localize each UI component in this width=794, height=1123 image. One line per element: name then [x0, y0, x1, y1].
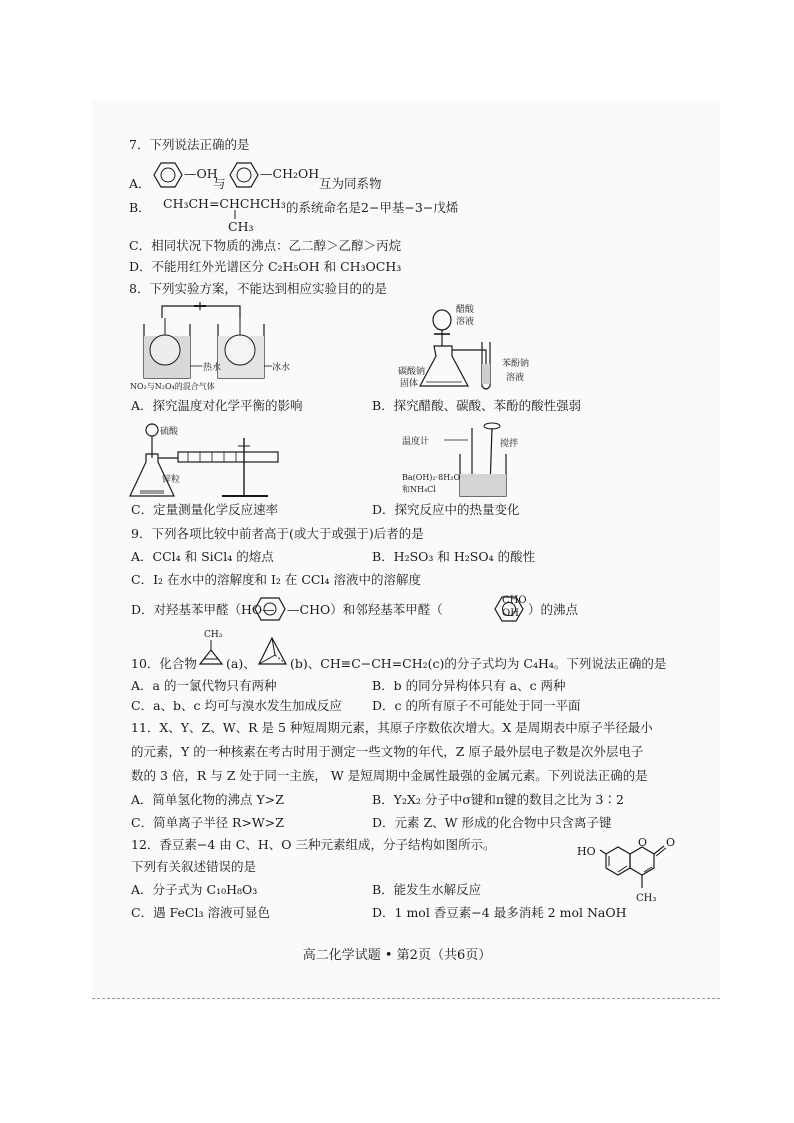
q9-cho-group: CHO: [502, 595, 527, 606]
q12-line-2: 下列有关叙述错误的是: [131, 859, 257, 874]
q7-option-b-formula: CH₃CH=CHCHCH₃: [163, 196, 286, 211]
q12-fig-ho: HO: [577, 845, 596, 858]
q8a-hot-water-label: 热水: [203, 363, 222, 373]
q8b-phenolate-label-2: 溶液: [506, 373, 525, 383]
q8-figure-c-rate-apparatus: [126, 418, 286, 500]
q8-option-d: D．探究反应中的热量变化: [372, 502, 520, 517]
q10-option-a: A．a 的一氯代物只有两种: [131, 678, 277, 693]
q8a-gas-label: NO₂与N₂O₄的混合气体: [130, 382, 215, 391]
q9-option-a: A．CCl₄ 和 SiCl₄ 的熔点: [131, 549, 274, 564]
page-fold-line: [92, 998, 720, 999]
q7-ch2oh-group: —CH₂OH: [260, 166, 320, 181]
q9-option-d-mid: —CHO）和邻羟基苯甲醛（: [287, 602, 443, 617]
q9-option-b: B．H₂SO₃ 和 H₂SO₄ 的酸性: [372, 549, 536, 564]
q10-label-b: (b)、CH≡C−CH=CH₂(c)的分子式均为 C₄H₄。下列说法正确的是: [290, 656, 667, 671]
q8-option-c: C．定量测量化学反应速率: [131, 502, 279, 517]
q12-option-a: A．分子式为 C₁₀H₈O₃: [131, 882, 258, 897]
q9-option-d-pre: D．对羟基苯甲醛（HO—: [131, 602, 275, 617]
q8-option-b: B．探究醋酸、碳酸、苯酚的酸性强弱: [372, 398, 582, 413]
q10-stem-pre: 10．化合物: [131, 656, 197, 671]
q8a-ice-water-label: 冰水: [272, 363, 291, 373]
q8c-acid-label: 硫酸: [160, 427, 179, 437]
q8-option-a: A．探究温度对化学平衡的影响: [131, 398, 303, 413]
q7-option-b-label: B．: [129, 200, 151, 215]
q7-option-a-tail: 互为同系物: [319, 176, 382, 191]
q12-fig-ring-o: O: [638, 836, 648, 849]
q12-option-c: C．遇 FeCl₃ 溶液可显色: [131, 905, 270, 920]
q10-methyl-label: CH₃: [204, 630, 223, 640]
q8b-phenolate-label: 苯酚钠: [502, 359, 530, 369]
q10-compound-b-tetrahedrane: [256, 636, 290, 670]
q9-oh-group: OH: [502, 608, 519, 619]
q9-para-benzene-ring: [253, 596, 287, 622]
q8d-thermometer-label: 温度计: [402, 437, 430, 447]
q8d-reagent-2: 和NH₄Cl: [402, 485, 436, 494]
q12-fig-carbonyl-o: O: [666, 836, 676, 849]
q10-option-d: D．c 的所有原子不可能处于同一平面: [372, 698, 581, 713]
q7-option-b-tail: 的系统命名是2−甲基−3−戊烯: [286, 200, 459, 215]
q9-option-c: C．I₂ 在水中的溶解度和 I₂ 在 CCl₄ 溶液中的溶解度: [131, 572, 421, 587]
q7-oh-group: —OH: [184, 166, 218, 181]
q8-figure-b-acidity-apparatus: [396, 302, 546, 394]
q10-label-a: (a)、: [226, 656, 256, 671]
q8b-carbonate-label: 碳酸钠: [398, 367, 426, 377]
q8-figure-d-heat-apparatus: [400, 418, 520, 500]
q8d-reagent-1: Ba(OH)₂·8H₂O: [402, 473, 461, 482]
page-footer: 高二化学试题 • 第2页（共6页）: [302, 948, 492, 963]
q8b-acid-label: 醋酸: [456, 305, 475, 315]
q9-stem: 9．下列各项比较中前者高于(或大于或强于)后者的是: [131, 526, 424, 541]
q12-option-b: B．能发生水解反应: [372, 882, 482, 897]
q7-option-b-branch: CH₃: [228, 219, 254, 234]
q11-line-2: 的元素，Y 的一种核素在考古时用于测定一些文物的年代，Z 原子最外层电子数是次外层电子: [131, 744, 644, 759]
q8b-acid-label-2: 溶液: [456, 317, 475, 327]
q8-stem: 8．下列实验方案，不能达到相应实验目的的是: [129, 281, 387, 296]
q11-option-a: A．简单氢化物的沸点 Y>Z: [131, 792, 284, 807]
q10-option-c: C．a、b、c 均可与溴水发生加成反应: [131, 698, 342, 713]
q7-option-a-label: A．: [129, 176, 151, 191]
q8b-carbonate-label-2: 固体: [400, 379, 419, 389]
q7-and-word: 与: [213, 176, 226, 191]
q12-coumarin-structure: [576, 828, 696, 912]
q11-line-1: 11．X、Y、Z、W、R 是 5 种短周期元素，其原子序数依次增大。X 是周期表中原子半径最小: [131, 720, 653, 735]
q12-option-d: D．1 mol 香豆素−4 最多消耗 2 mol NaOH: [372, 905, 627, 920]
q9-option-d-post: ）的沸点: [528, 602, 579, 617]
q10-option-b: B．b 的同分异构体只有 a、c 两种: [372, 678, 566, 693]
q11-line-3: 数的 3 倍，R 与 Z 处于同一主族， W 是短周期中金属性最强的金属元素。下列说法正确的是: [131, 768, 648, 783]
q11-option-d: D．元素 Z、W 形成的化合物中只含离子键: [372, 815, 612, 830]
q12-fig-ch3: CH₃: [636, 893, 657, 904]
q8-figure-a-equilibrium-apparatus: [128, 300, 298, 395]
q8c-zinc-label: 锌粒: [162, 475, 181, 485]
q11-option-c: C．简单离子半径 R>W>Z: [131, 815, 284, 830]
q11-option-b: B．Y₂X₂ 分子中σ键和π键的数目之比为 3∶2: [372, 792, 624, 807]
q7-stem: 7．下列说法正确的是: [129, 137, 250, 152]
q7-option-d: D．不能用红外光谱区分 C₂H₅OH 和 CH₃OCH₃: [129, 259, 402, 274]
q7-option-c: C．相同状况下物质的沸点：乙二醇＞乙醇＞丙烷: [129, 238, 402, 253]
q8d-stir-label: 搅拌: [500, 439, 519, 449]
q12-line-1: 12．香豆素−4 由 C、H、O 三种元素组成，分子结构如图所示。: [131, 837, 496, 852]
